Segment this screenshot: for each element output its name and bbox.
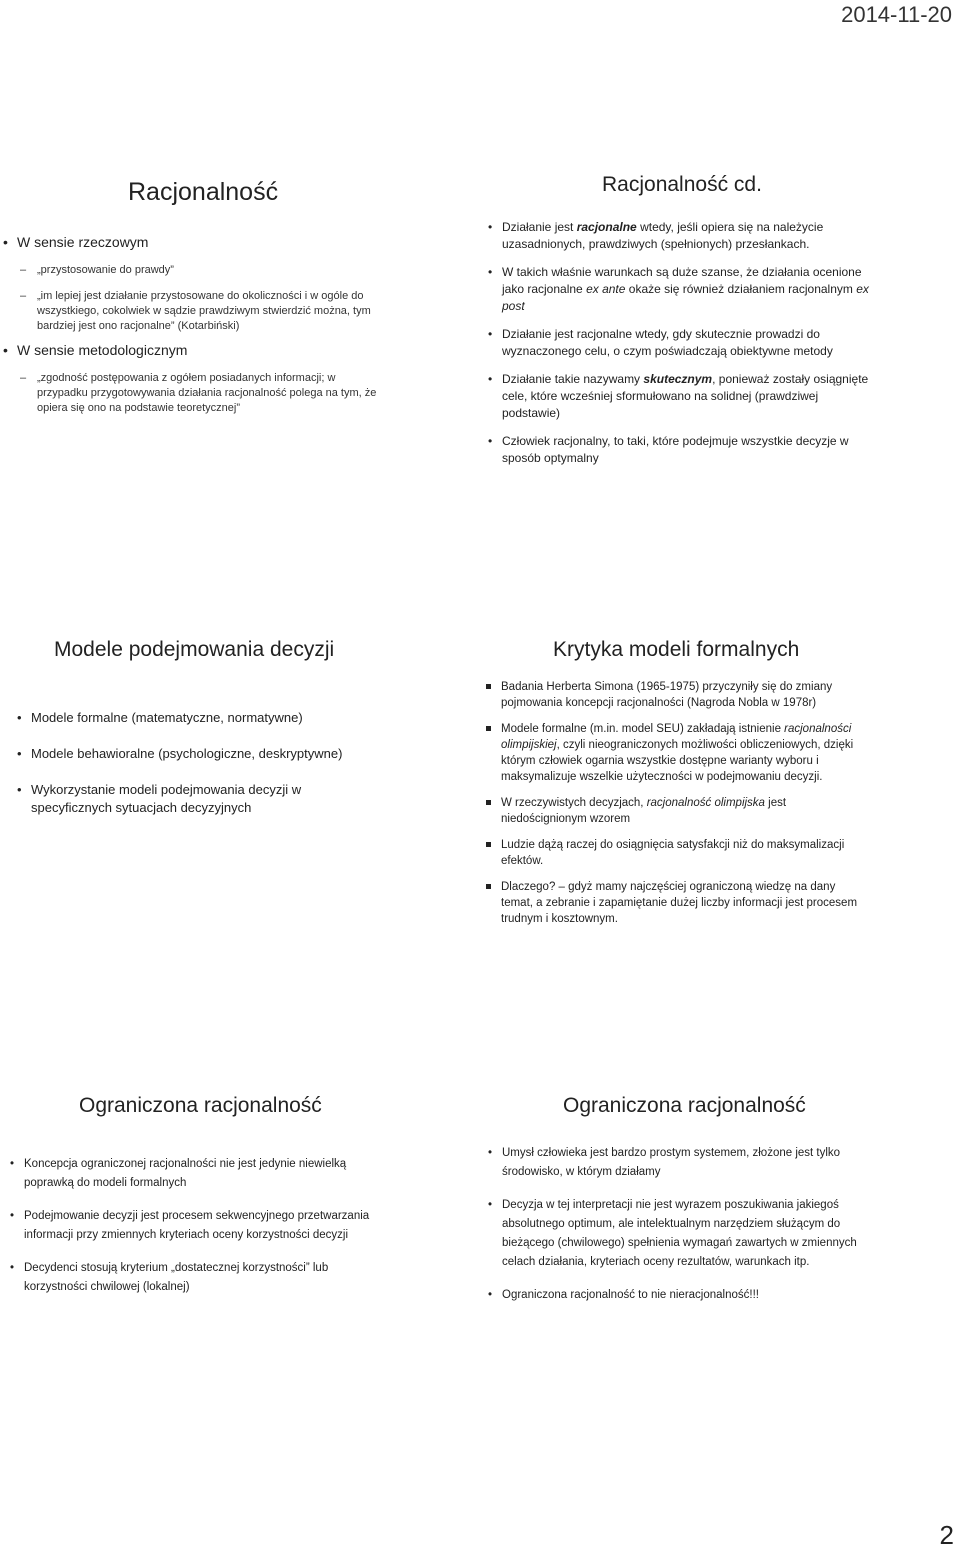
slide2-item-1-a: Działanie jest <box>502 220 577 234</box>
slide1-bullet-1 <box>3 234 387 250</box>
slide2-item-5-text: Człowiek racjonalny, to taki, które podejmuje wszystkie decyzje w sposób optymalny <box>502 434 849 465</box>
slide1-bullet-2-text: W sensie metodologicznym <box>17 342 188 358</box>
slide1-bullet-1-text: W sensie rzeczowym <box>17 234 149 250</box>
slide2-item-1 <box>488 219 872 253</box>
slide6-item-2 <box>488 1196 882 1272</box>
slide2-title: Racjonalność cd. <box>602 173 762 196</box>
slide4-item-4-text: Ludzie dążą raczej do osiągnięcia satysfakcji niż do maksymalizacji efektów. <box>501 839 845 867</box>
slide3-item-3-text: Wykorzystanie modeli podejmowania decyzji w specyficznych sytuacjach decyzyjnych <box>31 782 302 815</box>
slide4-item-1-text: Badania Herberta Simona (1965-1975) przyczyniły się do zmiany pojmowania koncepcji racjonalności (Nagroda Nobla w 1978r) <box>501 681 833 709</box>
slide2-item-1-b: racjonalne <box>576 220 637 234</box>
slide4-item-5-text: Dlaczego? – gdyż mamy najczęściej ograniczoną wiedzę na dany temat, a zebranie i zapamiętanie dużej liczby informacji jest procesem trudnym i kosztownym. <box>501 881 858 925</box>
slide5-item-3-text: Decydenci stosują kryterium „dostatecznej korzystności” lub korzystności chwilowej (lokalnej) <box>24 1262 329 1293</box>
slide3-item-3 <box>17 781 361 817</box>
slide6-item-1 <box>488 1144 882 1182</box>
slide4-title: Krytyka modeli formalnych <box>553 638 800 661</box>
bullet-dot-icon: • <box>10 1262 15 1274</box>
slide5-item-2-text: Podejmowanie decyzji jest procesem sekwencyjnego przetwarzania informacji przy zmiennych kryteriach oceny korzystności decyzji <box>24 1210 370 1241</box>
slide1-sub-3-text: „zgodność postępowania z ogółem posiadanych informacji; w przypadku przygotowywania działania racjonalność polega na tym, że opiera się ono na podstawie teoretycznej” <box>37 372 377 414</box>
bullet-dot-icon: • <box>488 220 493 234</box>
slide3-item-2-text: Modele behawioralne (psychologiczne, deskryptywne) <box>31 746 343 761</box>
slide4-item-2-c: , czyli nieograniczonych możliwości obliczeniowych, dzięki którym człowiek ogarnia wszystkie dostępne warianty wyboru i maksymalizuje wszelkie użyteczności w podejmowaniu decyzji. <box>501 739 854 783</box>
dash-icon: – <box>20 372 27 384</box>
dash-icon: – <box>20 290 27 302</box>
slide4-item-3 <box>501 795 866 827</box>
bullet-dot-icon: • <box>17 746 22 761</box>
bullet-dot-icon: • <box>3 234 8 250</box>
slide3-content <box>17 709 361 817</box>
slide5-content <box>10 1155 379 1297</box>
slide2-item-2 <box>488 264 872 315</box>
slide4-item-1 <box>501 679 866 711</box>
slide2-item-1-c: wtedy, jeśli opiera się na należycie uzasadnionych, prawdziwych (spełnionych) przesłankach. <box>502 220 824 251</box>
slide3-item-1-text: Modele formalne (matematyczne, normatywne) <box>31 710 303 725</box>
slide1-sub-2 <box>20 289 389 334</box>
slide1-sub-1 <box>20 263 387 278</box>
dash-icon: – <box>20 264 27 276</box>
slide4-item-5 <box>501 879 866 927</box>
bullet-dot-icon: • <box>10 1158 15 1170</box>
slide2-item-2-a: W takich właśnie warunkach są duże szanse, że działania ocenione jako racjonalne <box>502 265 862 296</box>
slide1-sub-1-text: „przystosowanie do prawdy” <box>37 264 174 276</box>
slide4-item-2 <box>501 721 866 785</box>
square-bullet-icon <box>486 800 491 805</box>
slide5-item-3 <box>10 1259 379 1297</box>
slide2-item-4-a: Działanie takie nazywamy <box>502 372 644 386</box>
slide1-sub-3 <box>20 371 389 416</box>
slide1-bullet-2 <box>3 342 387 358</box>
slide5-item-2 <box>10 1207 379 1245</box>
slide5-title: Ograniczona racjonalność <box>79 1094 322 1117</box>
page-number: 2 <box>939 1520 954 1550</box>
slide2-item-5 <box>488 433 872 467</box>
slide2-item-4-b: skutecznym <box>643 372 713 386</box>
slide6-item-3-text: Ograniczona racjonalność to nie nieracjonalność!!! <box>502 1289 759 1301</box>
slide2-content <box>488 219 872 467</box>
slide5-item-1 <box>10 1155 379 1193</box>
bullet-dot-icon: • <box>3 342 8 358</box>
bullet-dot-icon: • <box>488 1199 493 1211</box>
square-bullet-icon <box>486 884 491 889</box>
slide6-title: Ograniczona racjonalność <box>563 1094 806 1117</box>
bullet-dot-icon: • <box>488 372 493 386</box>
slide6-item-3 <box>488 1286 882 1305</box>
square-bullet-icon <box>486 726 491 731</box>
slide4-item-3-a: W rzeczywistych decyzjach, <box>501 797 647 809</box>
slide4-item-4 <box>501 837 866 869</box>
slide3-item-1 <box>17 709 361 727</box>
slide6-item-2-text: Decyzja w tej interpretacji nie jest wyrazem poszukiwania jakiegoś absolutnego optimum, ale intelektualnym narzędziem służącym do bieżącego (chwilowego) spełnienia wymagań zawartych w zmiennych celach działania, kryteriach oceny rezultatów, warunkach itp. <box>502 1199 857 1268</box>
slide4-item-3-c: jest niedoścignionym wzorem <box>501 797 787 825</box>
slide4-content <box>501 679 866 927</box>
slide6-content <box>488 1144 882 1305</box>
slide1-sub-2-text: „im lepiej jest działanie przystosowane do okoliczności i w ogóle do wszystkiego, cokolwiek w sądzie prawdziwym stwierdzić można, tym bardziej jest ono racjonalne” (Kotarbiński) <box>37 290 371 332</box>
square-bullet-icon <box>486 684 491 689</box>
slide2-item-2-b: ex ante <box>586 282 626 296</box>
slide3-title: Modele podejmowania decyzji <box>54 638 335 661</box>
bullet-dot-icon: • <box>488 1289 493 1301</box>
slide3-item-2 <box>17 745 361 763</box>
bullet-dot-icon: • <box>488 265 493 279</box>
slide4-item-2-a: Modele formalne (m.in. model SEU) zakładają istnienie <box>501 723 785 735</box>
bullet-dot-icon: • <box>17 782 22 797</box>
bullet-dot-icon: • <box>488 327 493 341</box>
slide2-item-4 <box>488 371 872 422</box>
bullet-dot-icon: • <box>10 1210 15 1222</box>
slide6-item-1-text: Umysł człowieka jest bardzo prostym systemem, złożone jest tylko środowisko, w którym działamy <box>502 1147 841 1178</box>
bullet-dot-icon: • <box>488 434 493 448</box>
bullet-dot-icon: • <box>17 710 22 725</box>
square-bullet-icon <box>486 842 491 847</box>
slide4-item-3-b: racjonalność olimpijska <box>646 797 765 809</box>
slide2-item-3 <box>488 326 872 360</box>
slide1-title: Racjonalność <box>128 178 279 206</box>
slide2-item-3-text: Działanie jest racjonalne wtedy, gdy skutecznie prowadzi do wyznaczonego celu, o czym poświadczają obiektywne metody <box>502 327 833 358</box>
slide2-item-4-c: , ponieważ zostały osiągnięte cele, które wcześniej sformułowano na solidnej (prawdziwej podstawie) <box>502 372 869 420</box>
slide4-item-2-b: racjonalności olimpijskiej <box>501 723 852 751</box>
slide2-item-2-d: ex post <box>502 282 869 313</box>
bullet-dot-icon: • <box>488 1147 493 1159</box>
page-date: 2014-11-20 <box>841 2 952 27</box>
slide5-item-1-text: Koncepcja ograniczonej racjonalności nie jest jedynie niewielką poprawką do modeli formalnych <box>24 1158 347 1189</box>
slide2-item-2-c: okaże się również działaniem racjonalnym <box>625 282 857 296</box>
slide1-content <box>3 234 387 416</box>
